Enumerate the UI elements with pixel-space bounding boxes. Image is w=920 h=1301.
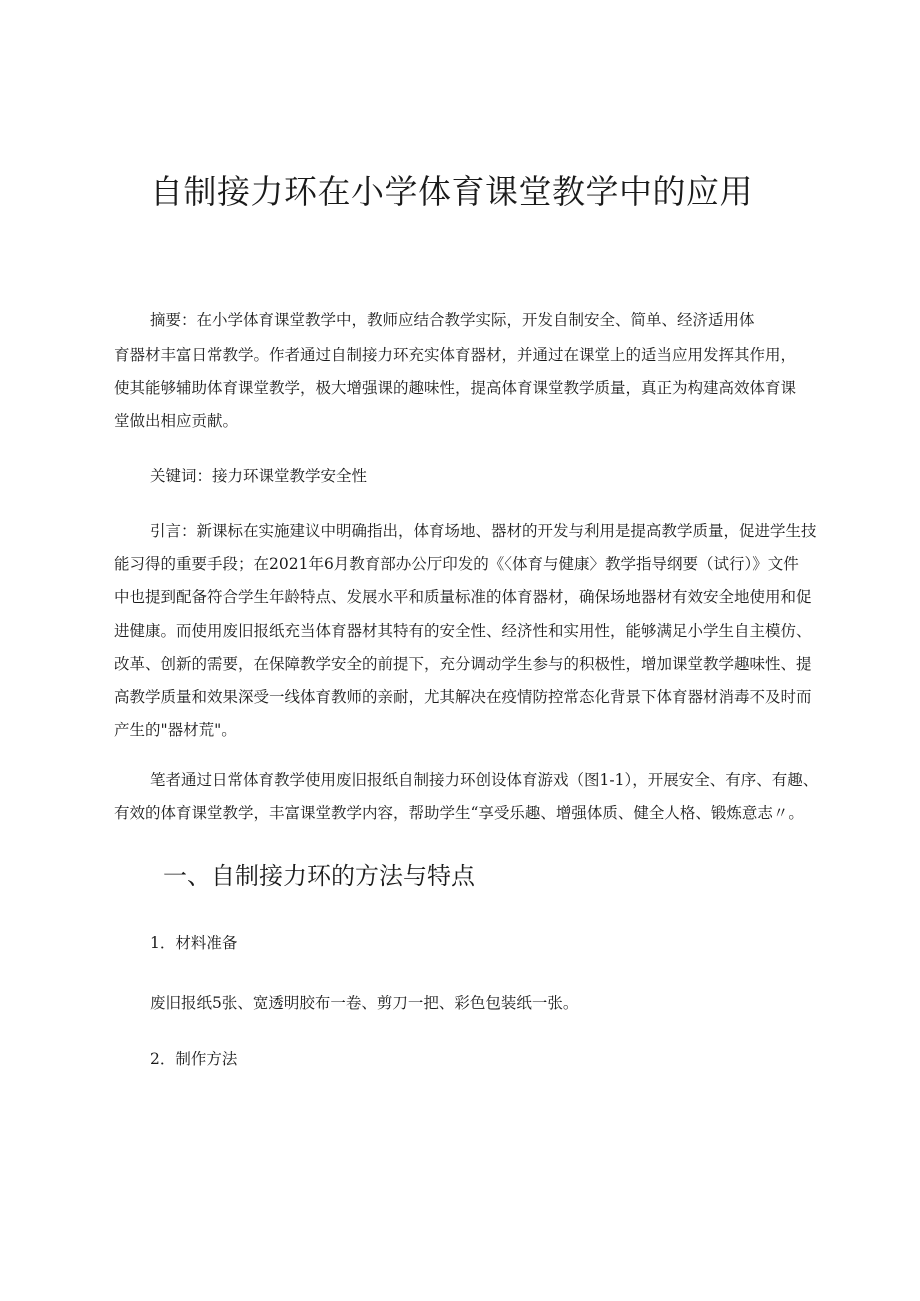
document-title: 自制接力环在小学体育课堂教学中的应用: [150, 172, 753, 211]
section-heading: 一、自制接力环的方法与特点: [163, 862, 475, 890]
intro-line: 中也提到配备符合学生年龄特点、发展水平和质量标准的体育器材，确保场地器材有效安全地使用和促: [114, 588, 812, 606]
subsection-heading: 1．材料准备: [150, 934, 238, 952]
keywords: 关键词：接力环课堂教学安全性: [150, 467, 368, 485]
paragraph-line: 有效的体育课堂教学，丰富课堂教学内容，帮助学生“享受乐趣、增强体质、健全人格、锻炼意志〃。: [114, 804, 804, 822]
intro-line: 高教学质量和效果深受一线体育教师的亲耐，尤其解决在疫情防控常态化背景下体育器材消毒不及时而: [114, 688, 812, 706]
intro-line: 产生的"器材荒"。: [114, 721, 237, 739]
abstract-line: 育器材丰富日常教学。作者通过自制接力环充实体育器材，并通过在课堂上的适当应用发挥其作用，: [114, 346, 797, 364]
intro-line: 改革、创新的需要，在保障教学安全的前提下，充分调动学生参与的积极性，增加课堂教学趣味性、提: [114, 655, 812, 673]
abstract-line: 堂做出相应贡献。: [114, 412, 239, 430]
abstract-line: 摘要：在小学体育课堂教学中，教师应结合教学实际，开发自制安全、简单、经济适用体: [150, 311, 755, 329]
intro-line: 能习得的重要手段；在2021年6月教育部办公厅印发的《〈体育与健康〉教学指导纲要（试行）》文件: [114, 555, 799, 573]
abstract-line: 使其能够辅助体育课堂教学，极大增强课的趣味性，提高体育课堂教学质量，真正为构建高效体育课: [114, 379, 797, 397]
intro-line: 引言：新课标在实施建议中明确指出，体育场地、器材的开发与利用是提高教学质量，促进学生技: [150, 522, 817, 540]
subsection-text: 废旧报纸5张、宽透明胶布一卷、剪刀一把、彩色包装纸一张。: [150, 994, 579, 1012]
paragraph-line: 笔者通过日常体育教学使用废旧报纸自制接力环创设体育游戏（图1-1），开展安全、有序、有趣、: [150, 771, 819, 789]
subsection-heading: 2．制作方法: [150, 1050, 238, 1068]
intro-line: 进健康。而使用废旧报纸充当体育器材其特有的安全性、经济性和实用性，能够满足小学生自主模仿、: [114, 622, 812, 640]
